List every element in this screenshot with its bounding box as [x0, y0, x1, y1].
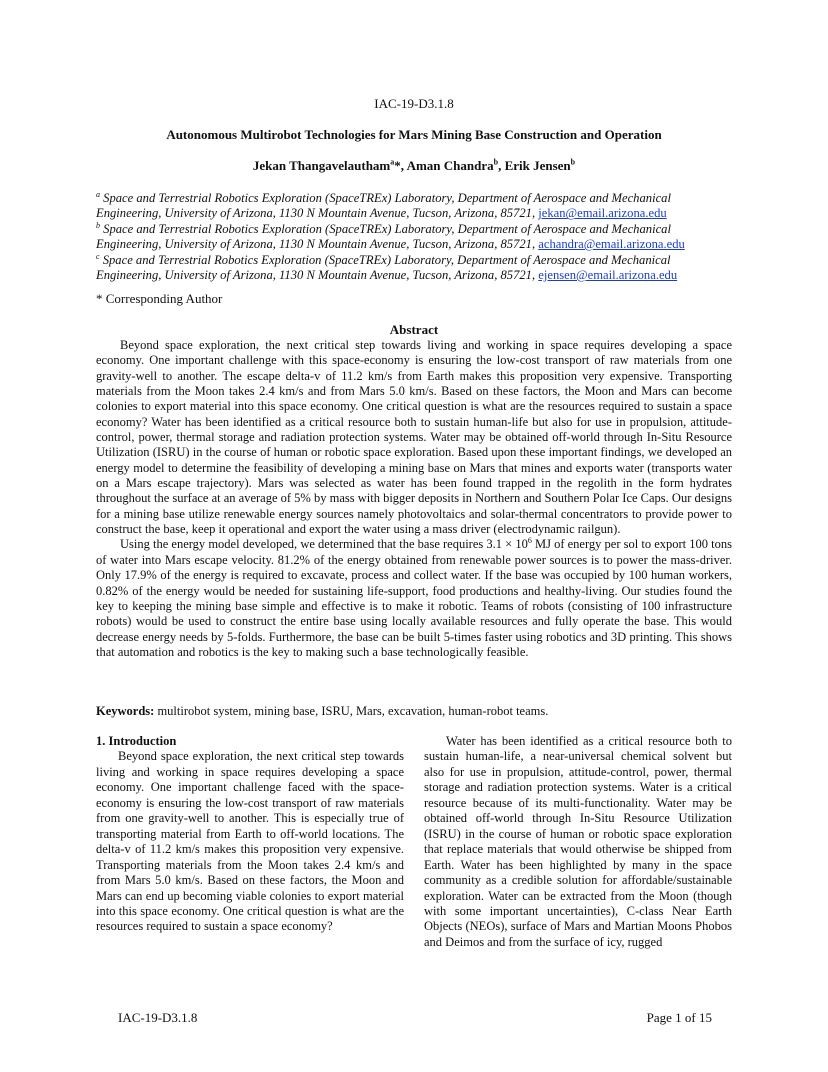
abstract-paragraph-1: Beyond space exploration, the next critical step towards living and working in space requires developing a space economy. One important challenge with this space-economy is ensuring the low-cost transport of raw materials from one gravity-well to another. The escape delta-v of 11.2 km/s from Earth makes this proposition very expensive. Transporting materials from the Moon takes 2.4 km/s and from Mars 5.0 km/s. Based on these factors, the Moon and Mars can become colonies to export material into this space economy. One critical question is what are the resources required to sustain a space economy? Water has been identified as a critical resource both to sustain human-life but also for use in propulsion, attitude-control, power, thermal storage and radiation protection systems. Water may be obtained off-world through In-Situ Resource Utilization (ISRU) in the course of human or robotic space exploration. Based upon these important findings, we developed an energy model to determine the feasibility of developing a mining base on Mars that mines and exports water (transports water on a Mars escape trajectory). Mars was selected as water has been found trapped in the regolith in the form hydrates throughout the surface at an average of 5% by mass with bigger deposits in Northern and Southern Polar Ice Caps. Our designs for a mining base utilize renewable energy sources namely photovoltaics and solar-thermal concentrators to provide power to construct the base, keep it operational and export the water using a mass driver (electrodynamic railgun).	[96, 338, 732, 537]
column-left	[96, 734, 404, 935]
intro-paragraph-right: Water has been identified as a critical resource both to sustain human-life, a near-universal chemical solvent but also for use in propulsion, attitude-control, power, thermal storage and radiation protection systems. Water is a critical resource because of its multi-functionality. Water may be obtained off-world through In-Situ Resource Utilization (ISRU) in the course of human or robotic space exploration that replace materials that would otherwise be shipped from Earth. Water has been highlighted by many in the space community as a credible solution for affordable/sustainable exploration. Water can be extracted from the Moon (though with some important uncertainties), C-class Near Earth Objects (NEOs), surface of Mars and Martian Moons Phobos and Deimos and from the surface of icy, rugged	[424, 734, 732, 949]
affiliation-text: Space and Terrestrial Robotics Exploration (SpaceTREx) Laboratory, Department of Aerospace and Mechanical Engineering, University of Arizona, 1130 N Mountain Avenue, Tucson, Arizona, 85721,	[96, 191, 671, 221]
affiliation-text: Space and Terrestrial Robotics Exploration (SpaceTREx) Laboratory, Department of Aerospace and Mechanical Engineering, University of Arizona, 1130 N Mountain Avenue, Tucson, Arizona, 85721,	[96, 221, 671, 252]
author-list	[96, 158, 732, 174]
abstract-heading: Abstract	[389, 322, 439, 337]
abstract-text: Using the energy model developed, we determined that the base requires 3.1 × 10	[120, 537, 528, 552]
column-right	[424, 734, 732, 950]
exponent: 6	[527, 536, 532, 546]
section-heading-introduction: 1. Introduction	[96, 734, 177, 748]
affiliation-text: Space and Terrestrial Robotics Exploration (SpaceTREx) Laboratory, Department of Aerospace and Mechanical Engineering, University of Arizona, 1130 N Mountain Avenue, Tucson, Arizona, 85721,	[96, 252, 671, 283]
affiliation-mark: a	[96, 189, 100, 199]
abstract-body	[96, 338, 732, 660]
footer-page-number: Page 1 of 15	[646, 1010, 712, 1025]
email-link-ejensen[interactable]: ejensen@email.arizona.edu	[538, 268, 678, 283]
author-affil-mark: b	[570, 157, 576, 167]
header-conference-code: IAC-19-D3.1.8	[374, 96, 454, 111]
affiliation-b	[96, 222, 736, 253]
corresponding-author-note: * Corresponding Author	[96, 291, 223, 306]
email-link-jekan[interactable]: jekan@email.arizona.edu	[538, 206, 667, 221]
author-separator: ,	[498, 158, 505, 173]
author-affil-mark: a	[390, 157, 395, 167]
keywords-text: multirobot system, mining base, ISRU, Mars, excavation, human-robot teams.	[154, 704, 549, 718]
author-name: Jekan Thangavelautham	[252, 158, 391, 173]
author-separator: ,	[400, 158, 407, 173]
author-affil-mark: b	[493, 157, 499, 167]
affiliation-mark: b	[96, 220, 100, 230]
abstract-text: MJ of energy per sol to export 100 tons of water into Mars escape velocity. 81.2% of the energy obtained from renewable power sources is to power the mass-driver. Only 17.9% of the energy is required to excavate, process and collect water. If the base was occupied by 100 human workers, 0.82% of the energy would be needed for sustaining life-support, food productions and healthy-living. Our studies found the key to keeping the mining base simple and effective is to make it robotic. Teams of robots (consisting of 100 infrastructure robots) would be used to construct the entire base using locally available resources and fully operate the base. This would decrease energy needs by 5-folds. Furthermore, the base can be built 5-times faster using robotics and 3D printing. This shows that automation and robotics is the key to making such a base technologically feasible.	[96, 537, 732, 659]
keywords-label: Keywords:	[96, 704, 155, 718]
affiliation-a	[96, 191, 736, 222]
affiliations	[96, 191, 736, 283]
footer-conference-code: IAC-19-D3.1.8	[118, 1010, 198, 1025]
author-suffix: *	[394, 158, 401, 173]
intro-paragraph-left: Beyond space exploration, the next critical step towards living and working in space requires developing a space economy. One important challenge faced with the space-economy is ensuring the low-cost transport of raw materials from one gravity-well to another. This is especially true of transporting material from Earth to off-world locations. The delta-v of 11.2 km/s makes this proposition very expensive. Transporting materials from the Moon takes 2.4 km/s and from Mars 5.0 km/s. Based on these factors, the Moon and Mars can end up becoming viable colonies to export material into this space economy. One critical question is what are the resources required to sustain a space economy?	[96, 749, 404, 934]
keywords	[96, 704, 732, 719]
email-link-achandra[interactable]: achandra@email.arizona.edu	[538, 237, 685, 252]
author-name: Aman Chandra	[406, 158, 494, 173]
paper-title: Autonomous Multirobot Technologies for Mars Mining Base Construction and Operation	[166, 127, 662, 142]
affiliation-c	[96, 253, 736, 284]
author-name: Erik Jensen	[504, 158, 571, 173]
abstract-paragraph-2	[96, 537, 732, 660]
affiliation-mark: c	[96, 251, 100, 261]
